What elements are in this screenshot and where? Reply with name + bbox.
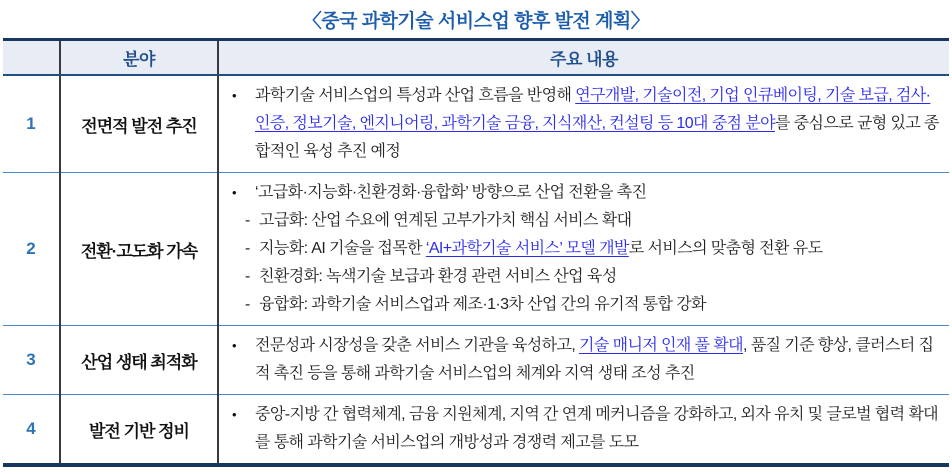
item-text <box>255 337 933 382</box>
bullet-icon: • <box>232 338 236 353</box>
page-title: 〈중국 과학기술 서비스업 향후 발전 계획〉 <box>302 11 650 32</box>
text-segment: 지능화: AI 기술을 접목한 <box>259 240 426 257</box>
row-content-cell <box>218 326 949 395</box>
dash-icon: - <box>245 268 250 285</box>
dash-icon: - <box>245 212 250 229</box>
row-content-cell <box>218 173 949 326</box>
row-field-cell: 산업 생태 최적화 <box>60 326 218 395</box>
text-segment: 친환경화: 녹색기술 보급과 환경 관련 서비스 산업 육성 <box>259 268 617 285</box>
row-number-cell: 3 <box>3 326 60 395</box>
text-segment: 중앙-지방 간 협력체계, 금융 지원체계, 지역 간 연계 메커니즘을 강화하고, 외자 유치 및 글로벌 협력 확대를 통해 과학기술 서비스업의 개방성과 경쟁력 제고를 도모 <box>255 406 939 451</box>
dash-icon: - <box>245 296 250 313</box>
sub-dash-item <box>245 291 941 319</box>
bullet-item <box>229 401 941 457</box>
text-segment: 를 중심으로 균형 있고 종합적인 육성 추진 예정 <box>255 115 939 160</box>
text-segment: ‘고급화·지능화·친환경화·융합화’ 방향으로 산업 전환을 촉진 <box>255 184 647 201</box>
row-content-cell <box>218 75 949 173</box>
row-field-cell: 발전 기반 정비 <box>60 395 218 466</box>
sub-dash-item <box>245 235 941 263</box>
item-text <box>259 268 617 285</box>
plan-table <box>3 38 949 467</box>
table-row <box>3 395 949 466</box>
text-segment: 전문성과 시장성을 갖춘 서비스 기관을 육성하고, <box>255 337 580 354</box>
table-body <box>3 75 949 465</box>
bullet-icon: • <box>232 407 236 422</box>
text-segment: 융합화: 과학기술 서비스업과 제조·1·3차 산업 간의 유기적 통합 강화 <box>259 296 706 313</box>
header-no-cell <box>3 40 60 76</box>
row-number-cell: 4 <box>3 395 60 466</box>
row-number-cell: 2 <box>3 173 60 326</box>
sub-dash-item <box>245 263 941 291</box>
text-segment: 과학기술 서비스업의 특성과 산업 흐름을 반영해 <box>255 87 576 104</box>
item-text <box>259 296 706 313</box>
sub-dash-item <box>245 207 941 235</box>
row-field-cell: 전환·고도화 가속 <box>60 173 218 326</box>
dash-icon: - <box>245 240 250 257</box>
item-text <box>259 212 631 229</box>
item-text <box>255 87 939 160</box>
item-text <box>255 184 646 201</box>
text-segment: 로 서비스의 맞춤형 전환 유도 <box>628 240 823 257</box>
inline-link[interactable]: 기술 매니저 인재 풀 확대 <box>579 337 743 354</box>
row-field-cell: 전면적 발전 추진 <box>60 75 218 173</box>
item-text <box>259 240 822 257</box>
item-text <box>255 406 938 451</box>
bullet-icon: • <box>232 88 236 103</box>
header-content-cell: 주요 내용 <box>218 40 949 76</box>
bullet-item <box>229 332 941 388</box>
table-header <box>3 40 949 76</box>
table-row <box>3 75 949 173</box>
text-segment: 고급화: 산업 수요에 연계된 고부가가치 핵심 서비스 확대 <box>259 212 632 229</box>
header-row <box>3 40 949 76</box>
row-content-cell <box>218 395 949 466</box>
text-segment: , 품질 기준 향상, 클러스터 집적 촉진 등을 통해 과학기술 서비스업의 체계와 지역 생태 조성 추진 <box>255 337 934 382</box>
bullet-icon: • <box>232 185 236 200</box>
inline-link[interactable]: ‘AI+과학기술 서비스’ 모델 개발 <box>425 240 629 257</box>
row-number-cell: 1 <box>3 75 60 173</box>
bullet-item <box>229 82 941 166</box>
inline-link[interactable]: 연구개발, 기술이전, 기업 인큐베이팅, 기술 보급, 검사·인증, 정보기술, 엔지니어링, 과학기술 금융, 지식재산, 컨설팅 등 10대 중점 분야 <box>255 87 931 132</box>
table-row <box>3 326 949 395</box>
header-field-cell: 분야 <box>60 40 218 76</box>
bullet-item <box>229 179 941 207</box>
table-row <box>3 173 949 326</box>
